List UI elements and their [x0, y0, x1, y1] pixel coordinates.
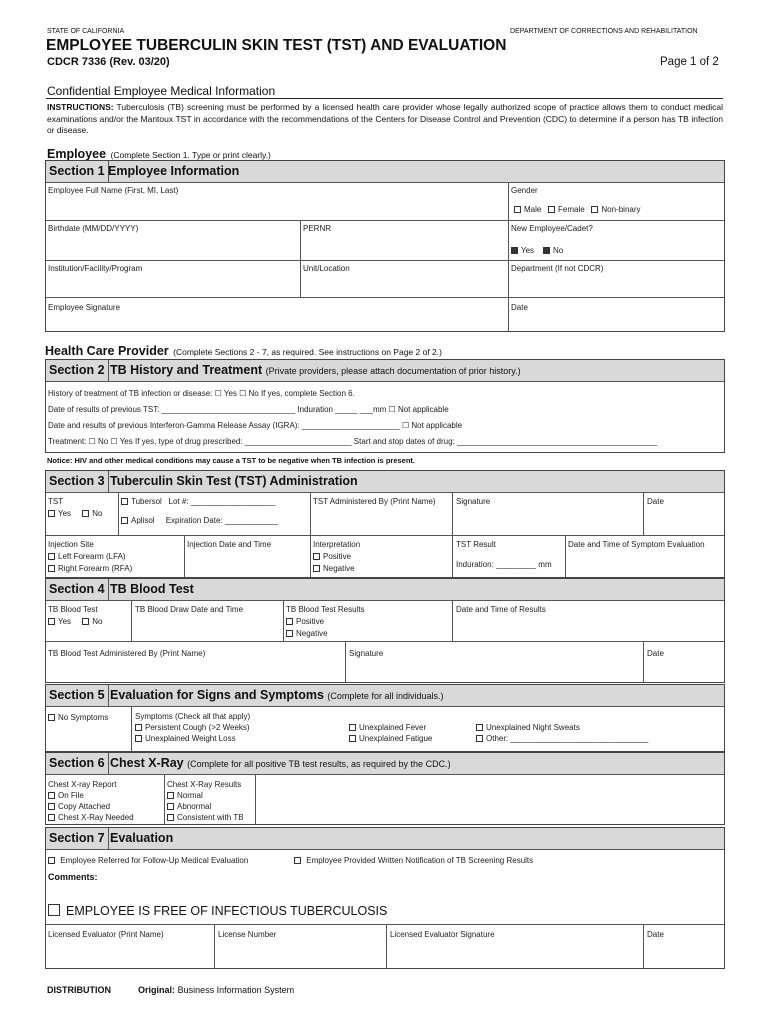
- section6-sub: (Complete for all positive TB test results, as required by the CDC.): [187, 759, 451, 769]
- xray-report-label: Chest X-ray Report: [48, 780, 117, 789]
- section5-header: [46, 685, 724, 707]
- blood-administered-by-label: TB Blood Test Administered By (Print Name): [48, 649, 206, 658]
- divider: [46, 98, 723, 99]
- section7-title: Evaluation: [110, 831, 174, 845]
- comments-field[interactable]: [47, 884, 723, 902]
- blood-date-label: Date: [647, 649, 664, 658]
- cough-checkbox[interactable]: [135, 724, 142, 731]
- employee-date-field[interactable]: [510, 313, 722, 331]
- xray-needed-checkbox[interactable]: [48, 814, 55, 821]
- xray-consistent-checkbox[interactable]: [167, 814, 174, 821]
- birthdate-field[interactable]: [46, 234, 298, 259]
- symptoms-label: Symptoms (Check all that apply): [135, 712, 251, 721]
- tst-label: TST: [48, 497, 64, 506]
- department-field-label: Department (If not CDCR): [511, 264, 604, 273]
- previous-igra-line: Date and results of previous Interferon-Gamma Release Assay (IGRA): ______________________ ☐ Not applicable: [48, 421, 463, 430]
- new-employee-label: New Employee/Cadet?: [511, 224, 593, 233]
- blood-test-label: TB Blood Test: [48, 605, 98, 614]
- xray-copy-attached-checkbox[interactable]: [48, 803, 55, 810]
- original-value: Business Information System: [177, 985, 295, 995]
- blood-test-yes-checkbox[interactable]: [48, 618, 55, 625]
- induration-field[interactable]: Induration: _________ mm: [456, 560, 552, 569]
- birthdate-label: Birthdate (MM/DD/YYYY): [48, 224, 139, 233]
- section1-title: Employee Information: [108, 164, 240, 178]
- section2-header: [46, 360, 724, 382]
- state-label: STATE OF CALIFORNIA: [47, 28, 125, 35]
- previous-tst-line: Date of results of previous TST: ______________________________ Induration _____ ___mm ☐ Not applicable: [48, 405, 449, 414]
- employee-date-label: Date: [511, 303, 528, 312]
- section7-header: [46, 828, 724, 850]
- symptom-eval-label: Date and Time of Symptom Evaluation: [568, 540, 705, 549]
- license-number-label: License Number: [218, 930, 277, 939]
- section6-title: Chest X-Ray: [110, 756, 184, 770]
- weight-loss-checkbox[interactable]: [135, 735, 142, 742]
- tb-history-line: History of treatment of TB infection or disease: ☐ Yes ☐ No If yes, complete Section 6.: [48, 389, 355, 398]
- department-field[interactable]: [510, 274, 722, 296]
- other-symptom-field[interactable]: Other: _______________________________: [486, 734, 649, 743]
- gender-male-checkbox[interactable]: [514, 206, 521, 213]
- symptoms-col2: Unexplained Fever Unexplained Fatigue: [349, 722, 432, 744]
- employee-heading-sub: (Complete Section 1. Type or print clearly.): [110, 150, 271, 160]
- form-number: CDCR 7336 (Rev. 03/20): [47, 56, 170, 68]
- tst-administered-by-label: TST Administered By (Print Name): [313, 497, 436, 506]
- blood-draw-datetime-label: TB Blood Draw Date and Time: [135, 605, 244, 614]
- section5-sub: (Complete for all individuals.): [327, 691, 444, 701]
- section6-number: Section 6: [46, 753, 109, 775]
- interpretation-label: Interpretation: [313, 540, 361, 549]
- evaluator-signature-label: Licensed Evaluator Signature: [390, 930, 495, 939]
- notified-checkbox[interactable]: [294, 857, 301, 864]
- referred-checkbox[interactable]: [48, 857, 55, 864]
- xray-on-file-checkbox[interactable]: [48, 792, 55, 799]
- fatigue-checkbox[interactable]: [349, 735, 356, 742]
- left-forearm-checkbox[interactable]: [48, 553, 55, 560]
- xray-results-group: Chest X-Ray Results Normal Abnormal Consistent with TB: [167, 780, 244, 822]
- section6-title-wrap: [110, 756, 451, 770]
- tst-signature-label: Signature: [456, 497, 491, 506]
- free-of-tb-option: EMPLOYEE IS FREE OF INFECTIOUS TUBERCULOSIS: [48, 904, 387, 918]
- distribution-footer: [47, 985, 294, 995]
- provider-heading: [45, 342, 442, 360]
- interpretation-negative-checkbox[interactable]: [313, 565, 320, 572]
- pernr-field[interactable]: [302, 234, 506, 259]
- injection-site-label: Injection Site: [48, 540, 94, 549]
- section2-title: TB History and Treatment: [110, 363, 263, 377]
- section2-title-wrap: [110, 363, 521, 377]
- injection-datetime-label: Injection Date and Time: [187, 540, 272, 549]
- blood-test-options: Yes No: [48, 616, 102, 627]
- symptoms-group: Symptoms (Check all that apply) Persistent Cough (>2 Weeks) Unexplained Weight Loss: [135, 712, 251, 743]
- unit-field[interactable]: [302, 274, 506, 296]
- section5-title-wrap: [110, 688, 443, 702]
- instructions: [47, 102, 723, 137]
- pernr-label: PERNR: [303, 224, 332, 233]
- page-number: Page 1 of 2: [660, 56, 719, 68]
- section1-header: [46, 161, 724, 183]
- provider-heading-title: Health Care Provider: [45, 344, 169, 358]
- unit-label: Unit/Location: [303, 264, 350, 273]
- tst-no-checkbox[interactable]: [82, 510, 89, 517]
- aplisol-line: Aplisol Expiration Date: ____________: [121, 515, 278, 526]
- lot-number-field[interactable]: Lot #: ___________________: [168, 497, 276, 506]
- tst-yes-checkbox[interactable]: [48, 510, 55, 517]
- blood-signature-label: Signature: [349, 649, 384, 658]
- section4-title: TB Blood Test: [110, 582, 194, 596]
- tst-result-label: TST Result: [456, 540, 496, 549]
- evaluator-name-label: Licensed Evaluator (Print Name): [48, 930, 164, 939]
- new-employee-yes-checkbox[interactable]: [511, 247, 518, 254]
- notified-option: Employee Provided Written Notification of TB Screening Results: [294, 855, 533, 866]
- blood-negative-checkbox[interactable]: [286, 630, 293, 637]
- xray-normal-checkbox[interactable]: [167, 792, 174, 799]
- section2-sub: (Private providers, please attach documentation of prior history.): [265, 366, 521, 376]
- no-symptoms-checkbox[interactable]: [48, 714, 55, 721]
- section3-header: [46, 471, 724, 493]
- referred-option: Employee Referred for Follow-Up Medical Evaluation: [48, 855, 248, 866]
- new-employee-no-checkbox[interactable]: [543, 247, 550, 254]
- symptoms-col3: Unexplained Night Sweats Other: _______________________________: [476, 722, 648, 744]
- section2-number: Section 2: [46, 360, 109, 382]
- full-name-label: Employee Full Name (First, MI, Last): [48, 186, 179, 195]
- gender-female-checkbox[interactable]: [548, 206, 555, 213]
- employee-heading-title: Employee: [47, 147, 107, 161]
- blood-results-group: TB Blood Test Results Positive Negative: [286, 605, 365, 638]
- distribution-label: DISTRIBUTION: [47, 985, 111, 995]
- new-employee-options: Yes No: [511, 245, 563, 256]
- confidential-heading: Confidential Employee Medical Information: [47, 84, 276, 98]
- xray-results-label: Chest X-Ray Results: [167, 780, 242, 789]
- section5-number: Section 5: [46, 685, 109, 707]
- institution-field[interactable]: [46, 274, 298, 296]
- section6-header: [46, 753, 724, 775]
- gender-label: Gender: [511, 186, 538, 195]
- blood-positive-checkbox[interactable]: [286, 618, 293, 625]
- provider-heading-sub: (Complete Sections 2 - 7, as required. See instructions on Page 2 of 2.): [173, 347, 442, 357]
- comments-label: Comments:: [48, 872, 98, 882]
- other-symptom-checkbox[interactable]: [476, 735, 483, 742]
- section7-number: Section 7: [46, 828, 109, 850]
- full-name-field[interactable]: [46, 196, 506, 219]
- blood-test-no-checkbox[interactable]: [82, 618, 89, 625]
- injection-site-group: Injection Site Left Forearm (LFA) Right Forearm (RFA): [48, 540, 133, 573]
- institution-label: Institution/Facility/Program: [48, 264, 143, 273]
- section5-title: Evaluation for Signs and Symptoms: [110, 688, 324, 702]
- form-title: EMPLOYEE TUBERCULIN SKIN TEST (TST) AND EVALUATION: [46, 37, 507, 54]
- evaluator-date-label: Date: [647, 930, 664, 939]
- tubersol-line: Tubersol Lot #: ___________________: [121, 496, 275, 507]
- gender-nonbinary-checkbox[interactable]: [591, 206, 598, 213]
- instructions-label: INSTRUCTIONS:: [47, 102, 114, 112]
- tst-date-label: Date: [647, 497, 664, 506]
- tst-options: Yes No: [48, 508, 102, 519]
- free-of-tb-checkbox[interactable]: [48, 904, 60, 916]
- aplisol-checkbox[interactable]: [121, 517, 128, 524]
- employee-signature-label: Employee Signature: [48, 303, 121, 312]
- section4-number: Section 4: [46, 579, 109, 601]
- results-datetime-label: Date and Time of Results: [456, 605, 546, 614]
- section3-title: Tuberculin Skin Test (TST) Administration: [110, 474, 358, 488]
- department-label: DEPARTMENT OF CORRECTIONS AND REHABILITATION: [510, 28, 698, 35]
- expiration-date-field[interactable]: Expiration Date: ____________: [165, 516, 279, 525]
- instructions-text: Tuberculosis (TB) screening must be performed by a licensed health care provider whose legally authorized scope of practice allows them to conduct medical examinations and/or the Mantoux TST in accordance with the recommendations of the Centers for Disease Control and Prevention (CDC) to determine if a person has TB infection or disease.: [47, 102, 723, 135]
- gender-options: Male Female Non-binary: [514, 204, 641, 215]
- section3-number: Section 3: [46, 471, 109, 493]
- right-forearm-checkbox[interactable]: [48, 565, 55, 572]
- tubersol-checkbox[interactable]: [121, 498, 128, 505]
- no-symptoms-option: No Symptoms: [48, 712, 108, 723]
- xray-abnormal-checkbox[interactable]: [167, 803, 174, 810]
- treatment-line: Treatment: ☐ No ☐ Yes If yes, type of drug prescribed: ________________________ Start and stop dates of drug: _____________________________________________: [48, 437, 658, 446]
- blood-results-label: TB Blood Test Results: [286, 605, 365, 614]
- original-label: Original:: [138, 985, 176, 995]
- section4-header: [46, 579, 724, 601]
- employee-signature-field[interactable]: [46, 313, 506, 331]
- hiv-notice: Notice: HIV and other medical conditions may cause a TST to be negative when TB infection is present.: [47, 456, 415, 465]
- xray-report-group: Chest X-ray Report On File Copy Attached Chest X-Ray Needed: [48, 780, 134, 822]
- section1-number: Section 1: [46, 161, 109, 183]
- night-sweats-checkbox[interactable]: [476, 724, 483, 731]
- interpretation-positive-checkbox[interactable]: [313, 553, 320, 560]
- fever-checkbox[interactable]: [349, 724, 356, 731]
- interpretation-group: Interpretation Positive Negative: [313, 540, 361, 573]
